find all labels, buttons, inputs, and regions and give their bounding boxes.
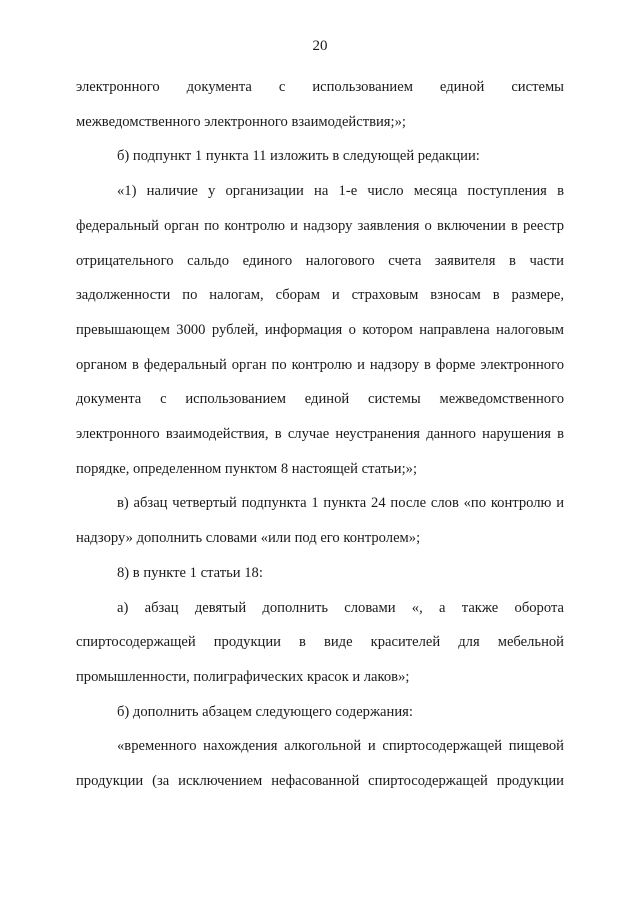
paragraph-3: «1) наличие у организации на 1-е число месяца поступления в федеральный орган по контролю и надзору заявления о включении в реестр отрицательного сальдо единого налогового счета заявителя в части задолженности по налогам, сборам и страховым взносам в размере, превышающем 3000 рублей, информация о котором направлена налоговым органом в федеральный орган по контролю и надзору в форме электронного документа с использованием единой системы межведомственного электронного взаимодействия, в случае неустранения данного нарушения в порядке, определенном пунктом 8 настоящей статьи;»; [76,183,564,477]
paragraph-4: в) абзац четвертый подпункта 1 пункта 24 после слов «по контролю и надзору» дополнить словами «или под его контролем»; [76,495,564,547]
page-number: 20 [312,38,328,54]
paragraph-7: б) дополнить абзацем следующего содержания: [117,703,413,720]
paragraph-8: «временного нахождения алкогольной и спиртосодержащей пищевой продукции (за исключением нефасованной спиртосодержащей продукции [76,738,564,790]
paragraph-1: электронного документа с использованием единой системы межведомственного электронного взаимодействия;»; [76,79,564,130]
paragraph-5: 8) в пункте 1 статьи 18: [117,564,263,581]
paragraph-6: а) абзац девятый дополнить словами «, а также оборота спиртосодержащей продукции в виде красителей для мебельной промышленности, полиграфических красок и лаков»; [76,599,564,685]
document-body [76,70,564,799]
paragraph-2: б) подпункт 1 пункта 11 изложить в следующей редакции: [117,148,480,165]
